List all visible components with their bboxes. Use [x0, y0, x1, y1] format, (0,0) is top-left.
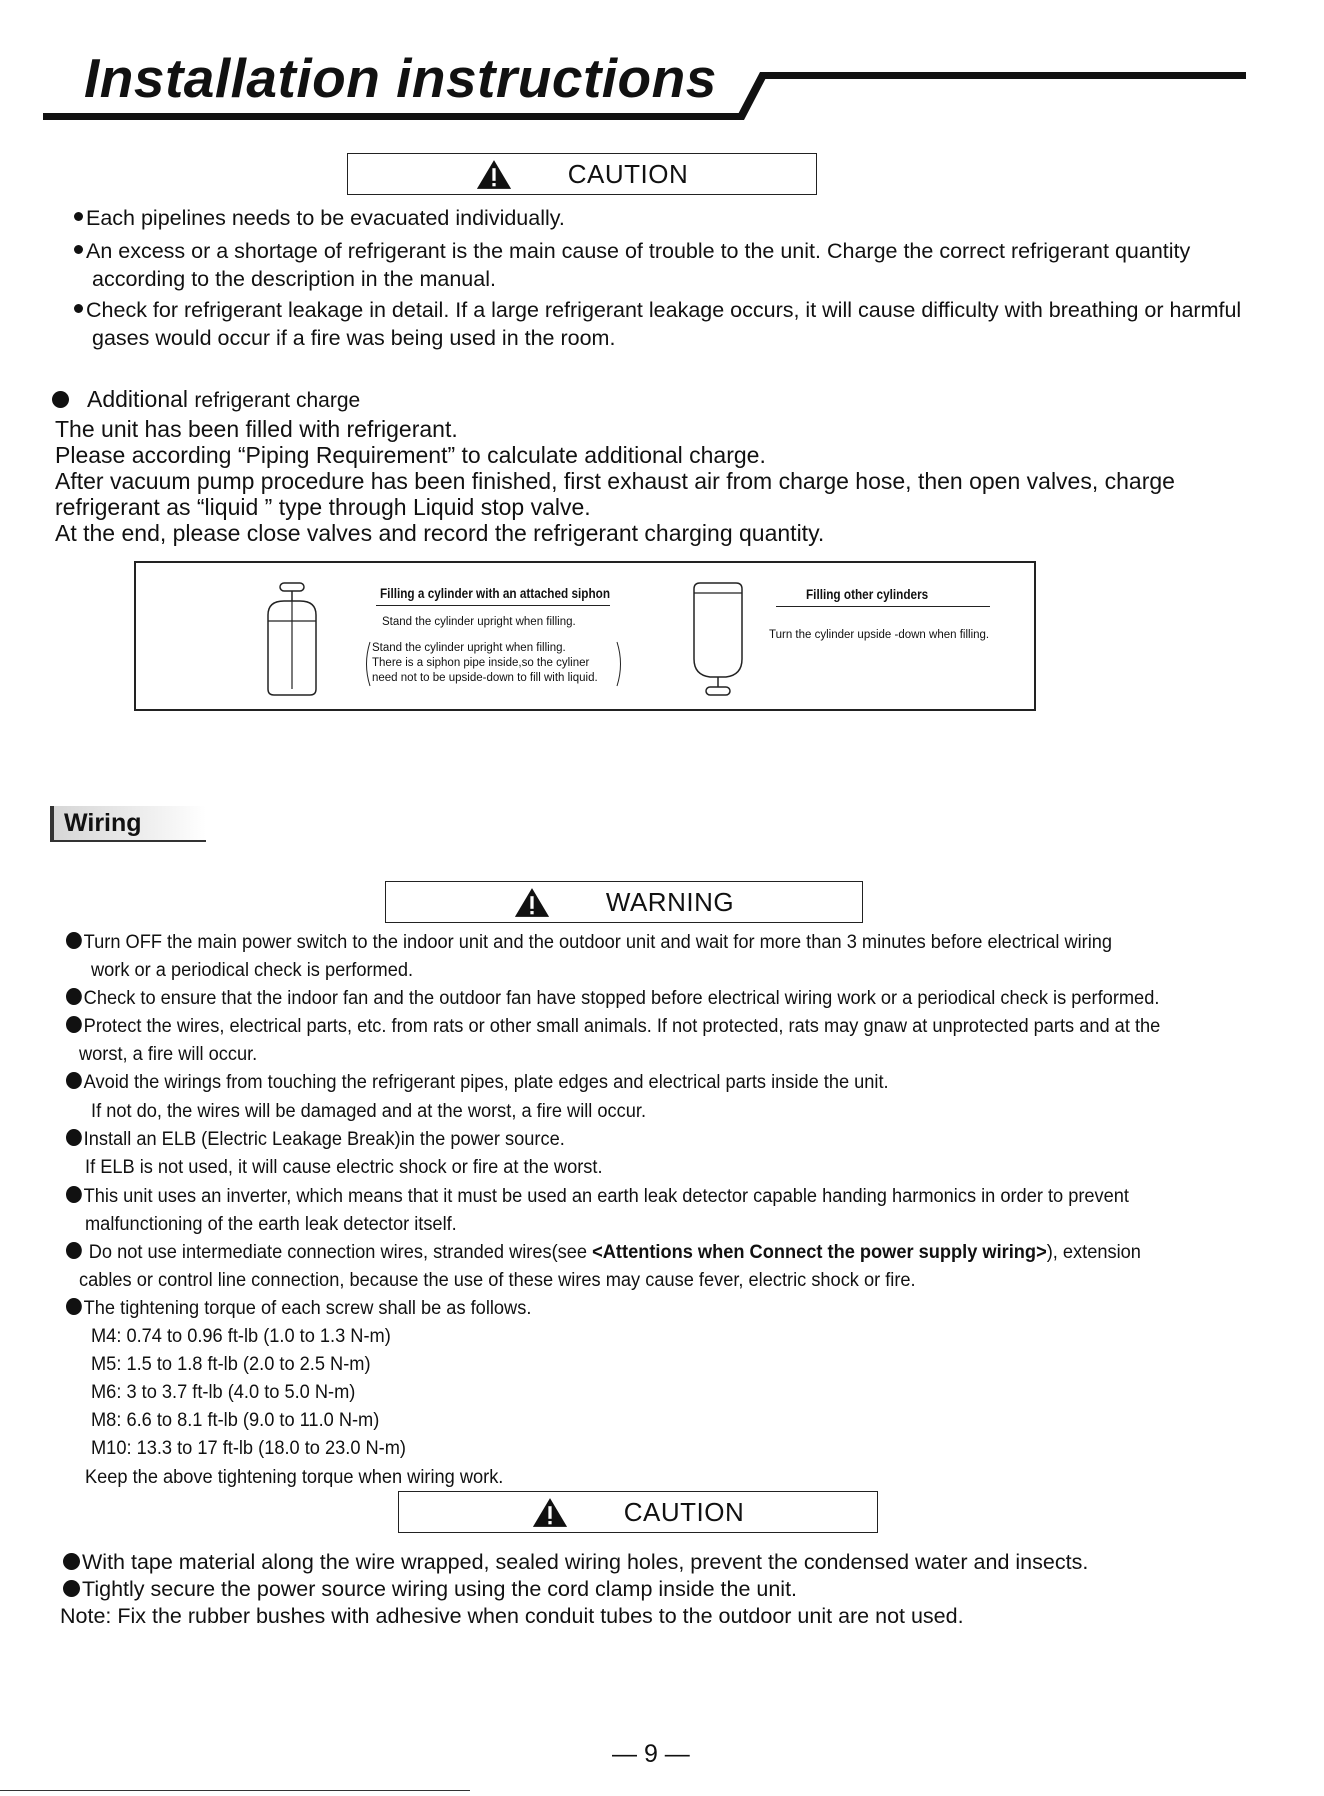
- additional-line-3: After vacuum pump procedure has been finished, first exhaust air from charge hose, then open valves, charge: [55, 468, 1175, 494]
- other-title-rule: [776, 606, 990, 607]
- torque-intro: The tightening torque of each screw shall be as follows.: [66, 1294, 531, 1322]
- bullet-icon: [66, 1186, 82, 1203]
- additional-heading: Additional refrigerant charge: [52, 386, 360, 413]
- caution-item-2: An excess or a shortage of refrigerant is the main cause of trouble to the unit. Charge the correct refrigerant quantity: [74, 237, 1190, 265]
- bullet-icon: [66, 932, 82, 949]
- siphon-cylinder-icon: [262, 581, 324, 699]
- note-bracket-right: [615, 641, 625, 687]
- wiring-line-2: work or a periodical check is performed.: [91, 959, 414, 981]
- footer-rule: [0, 1790, 470, 1791]
- bullet-icon: [66, 1016, 82, 1033]
- wiring-connection-line-1: Do not use intermediate connection wires, stranded wires(see <Attentions when Connect the power supply wiring>), extension: [66, 1238, 1141, 1266]
- wiring-line-11: malfunctioning of the earth leak detector itself.: [85, 1213, 457, 1235]
- caution-item-3: Check for refrigerant leakage in detail. If a large refrigerant leakage occurs, it will cause difficulty with breathing or harmful: [74, 296, 1241, 324]
- siphon-note-3: need not to be upside-down to fill with liquid.: [372, 672, 598, 684]
- torque-keep: Keep the above tightening torque when wiring work.: [85, 1466, 504, 1488]
- additional-line-5: At the end, please close valves and record the refrigerant charging quantity.: [55, 520, 825, 546]
- note-bracket-left: [362, 641, 372, 687]
- wiring-connection-line-2: cables or control line connection, because the use of these wires may cause fever, electric shock or fire.: [79, 1269, 916, 1291]
- caution-item-3-cont: gases would occur if a fire was being used in the room.: [92, 326, 616, 350]
- torque-m10: M10: 13.3 to 17 ft-lb (18.0 to 23.0 N-m): [91, 1437, 406, 1459]
- additional-line-4: refrigerant as “liquid ” type through Liquid stop valve.: [55, 494, 591, 520]
- other-text: Turn the cylinder upside -down when filling.: [769, 629, 990, 641]
- bullet-icon: [66, 1298, 82, 1315]
- caution-item-2-cont: according to the description in the manual.: [92, 267, 496, 291]
- bullet-icon: [66, 1129, 82, 1146]
- caution2-line-2: Tightly secure the power source wiring using the cord clamp inside the unit.: [63, 1575, 797, 1603]
- caution-label-2: CAUTION: [623, 1496, 745, 1527]
- additional-line-2: Please according “Piping Requirement” to calculate additional charge.: [55, 442, 766, 468]
- bullet-icon: [74, 245, 83, 254]
- caution-box: [347, 153, 817, 195]
- title-rule-slant: [735, 72, 769, 122]
- cylinder-figure: [134, 561, 1036, 711]
- warning-triangle-icon: [514, 887, 550, 918]
- bullet-icon: [66, 988, 82, 1005]
- wiring-line-9: If ELB is not used, it will cause electric shock or fire at the worst.: [85, 1156, 603, 1178]
- torque-m5: M5: 1.5 to 1.8 ft-lb (2.0 to 2.5 N-m): [91, 1353, 371, 1375]
- bullet-icon: [74, 212, 83, 221]
- warning-triangle-icon: [532, 1497, 568, 1528]
- wiring-line-10: This unit uses an inverter, which means that it must be used an earth leak detector capable handing harmonics in order to prevent: [66, 1182, 1129, 1210]
- bullet-icon: [66, 1072, 82, 1089]
- torque-m8: M8: 6.6 to 8.1 ft-lb (9.0 to 11.0 N-m): [91, 1409, 380, 1431]
- siphon-text: Stand the cylinder upright when filling.: [382, 616, 576, 628]
- caution-box-2: [398, 1491, 878, 1533]
- bullet-icon: [74, 304, 83, 313]
- wiring-line-1: Turn OFF the main power switch to the indoor unit and the outdoor unit and wait for more than 3 minutes before electrical wiring: [66, 928, 1112, 956]
- inverted-cylinder-icon: [688, 581, 750, 701]
- wiring-line-6: Avoid the wirings from touching the refrigerant pipes, plate edges and electrical parts inside the unit.: [66, 1068, 889, 1096]
- bullet-icon: [66, 1242, 82, 1259]
- title-underline: [43, 113, 743, 120]
- caution2-note: Note: Fix the rubber bushes with adhesive when conduit tubes to the outdoor unit are not used.: [60, 1604, 964, 1628]
- caution-label: CAUTION: [567, 158, 689, 189]
- additional-line-1: The unit has been filled with refrigerant.: [55, 416, 458, 442]
- page-number: — 9 —: [612, 1740, 690, 1768]
- bullet-icon: [52, 391, 69, 408]
- caution2-line-1: With tape material along the wire wrapped, sealed wiring holes, prevent the condensed water and insects.: [63, 1548, 1088, 1576]
- wiring-line-8: Install an ELB (Electric Leakage Break)in the power source.: [66, 1125, 565, 1153]
- page-title: Installation instructions: [84, 47, 717, 109]
- siphon-note-1: Stand the cylinder upright when filling.: [372, 642, 566, 654]
- siphon-title-rule: [376, 605, 610, 606]
- title-rule-right: [760, 72, 1246, 79]
- wiring-line-4: Protect the wires, electrical parts, etc. from rats or other small animals. If not protected, rats may gnaw at unprotected parts and at the: [66, 1012, 1160, 1040]
- warning-label: WARNING: [605, 886, 735, 917]
- caution-item-1: Each pipelines needs to be evacuated individually.: [74, 204, 565, 232]
- bullet-icon: [63, 1553, 80, 1570]
- torque-m6: M6: 3 to 3.7 ft-lb (4.0 to 5.0 N-m): [91, 1381, 356, 1403]
- torque-m4: M4: 0.74 to 0.96 ft-lb (1.0 to 1.3 N-m): [91, 1325, 391, 1347]
- bullet-icon: [63, 1580, 80, 1597]
- wiring-line-7: If not do, the wires will be damaged and at the worst, a fire will occur.: [91, 1100, 647, 1122]
- section-tag-wiring: Wiring: [50, 806, 206, 842]
- wiring-line-3: Check to ensure that the indoor fan and the outdoor fan have stopped before electrical wiring work or a periodical check is performed.: [66, 984, 1159, 1012]
- siphon-title: Filling a cylinder with an attached siphon: [380, 585, 611, 601]
- warning-triangle-icon: [476, 159, 512, 190]
- wiring-line-5: worst, a fire will occur.: [79, 1043, 258, 1065]
- warning-box: [385, 881, 863, 923]
- siphon-note-2: There is a siphon pipe inside,so the cyliner: [372, 657, 590, 669]
- other-title: Filling other cylinders: [806, 586, 929, 602]
